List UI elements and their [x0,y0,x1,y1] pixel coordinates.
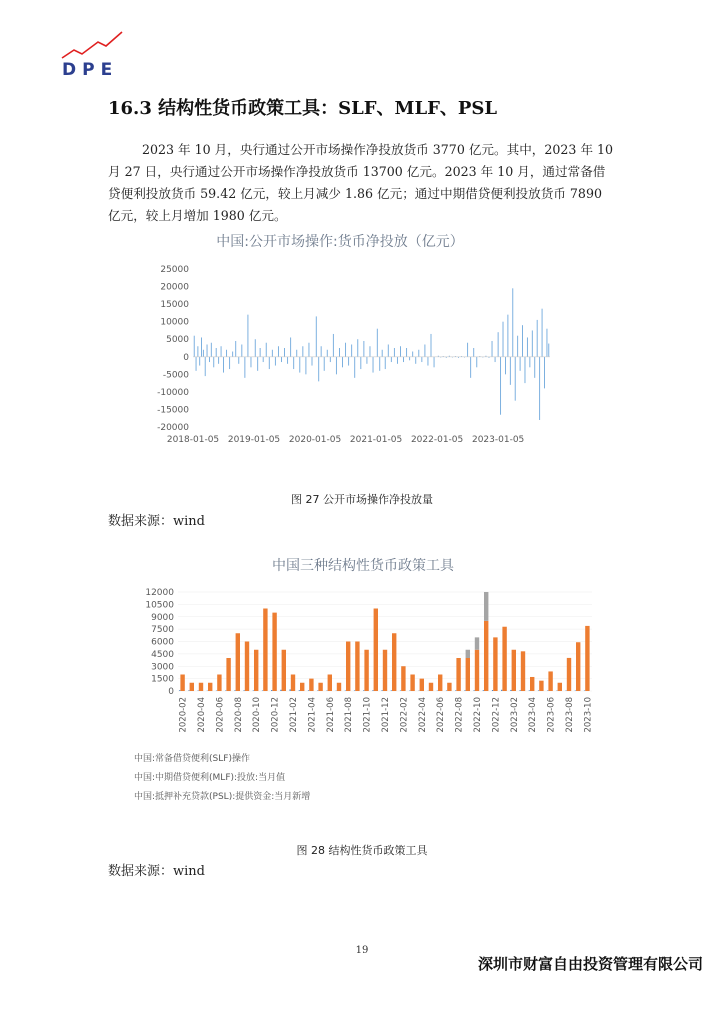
net-injection-bar [400,346,401,357]
slf-bar [520,690,521,691]
mlf-bar [236,633,240,691]
mlf-bar [576,642,580,691]
x-tick-label: 2022-08 [454,697,465,733]
slf-bar [308,690,309,691]
x-tick-label: 2021-08 [344,697,355,733]
logo-swoosh [62,32,122,58]
net-injection-bar [510,357,511,385]
net-injection-bar [339,348,340,357]
mlf-bar [374,609,378,692]
y-tick-label: -5000 [162,370,189,381]
net-injection-bar [201,337,202,356]
mlf-bar [190,683,194,691]
mlf-bar [226,658,230,691]
mlf-bar [291,675,295,692]
net-injection-bar [354,357,355,378]
net-injection-bar [520,357,521,371]
net-injection-bar [412,352,413,357]
net-injection-bar [424,344,425,356]
y-tick-label: -20000 [157,423,189,433]
mlf-bar [392,633,396,691]
slf-bar [529,690,530,691]
slf-bar [188,690,189,691]
mlf-bar [475,650,479,691]
net-injection-bar [377,329,378,357]
net-injection-bar [269,357,270,369]
net-injection-bar [290,337,291,356]
company-name: 深圳市财富自由投资管理有限公司 [478,955,704,973]
bars [194,288,549,420]
net-injection-bar [542,309,543,357]
y-tick-label: 9000 [151,612,174,623]
mlf-bar [300,683,304,691]
x-tick-label: 2021-10 [362,697,373,733]
mlf-bar [521,651,525,691]
net-injection-bar [241,344,242,356]
psl-bar [475,637,479,649]
net-injection-bar [281,357,282,362]
net-injection-bar [548,344,549,357]
slf-bar [244,690,245,691]
slf-bar [538,690,539,691]
net-injection-bar [275,357,276,366]
net-injection-bar [544,357,545,389]
net-injection-bar [394,348,395,357]
x-tick-label: 2019-01-05 [227,435,281,445]
net-injection-bar [503,322,504,357]
net-injection-bar [379,357,380,371]
x-tick-label: 2022-06 [436,697,447,733]
x-tick-label: 2021-02 [289,697,299,733]
net-injection-bar [409,357,410,361]
legend-label: 中国:中期借贷便利(MLF):投放:当月值 [134,773,286,783]
net-injection-bar [527,337,528,356]
net-injection-bar [263,357,264,362]
net-injection-bar [385,357,386,369]
y-tick-label: 7500 [151,625,174,636]
net-injection-bar [470,357,471,378]
x-tick-label: 2020-10 [252,697,263,733]
x-tick-label: 2021-01-05 [349,435,403,445]
net-injection-bar [255,339,256,357]
net-injection-bar [537,320,538,357]
net-injection-bar [257,357,258,371]
x-tick-label: 2020-08 [233,697,244,733]
net-injection-bar [515,357,516,401]
mlf-bar [355,642,359,692]
net-injection-bar [505,357,506,375]
y-axis [157,265,189,433]
net-injection-bar [522,325,523,357]
slf-bar [372,690,373,691]
figure-28-caption: 图 28 结构性货币政策工具 [296,844,428,857]
net-injection-bar [397,357,398,364]
mlf-bar [180,675,184,692]
y-tick-label: 0 [183,352,189,363]
logo-text: DPE [62,60,119,80]
x-tick-label: 2020-02 [178,697,189,733]
mlf-bar [282,650,286,691]
mlf-bar [245,642,249,692]
net-injection-bar [293,357,294,369]
net-injection-bar [517,336,518,357]
mlf-bar [401,666,405,691]
net-injection-bar [525,357,526,383]
mlf-bar [567,658,571,691]
net-injection-bar [302,346,303,357]
y-tick-label: -10000 [157,387,189,398]
chart-title: 中国:公开市场操作:货币净投放（亿元） [216,234,464,250]
net-injection-bar [539,357,540,420]
x-tick-label: 2022-12 [491,697,502,733]
chart-title: 中国三种结构性货币政策工具 [272,558,454,574]
x-tick-label: 2018-01-05 [166,435,220,445]
mlf-bar [254,650,258,691]
y-tick-label: 6000 [151,637,174,648]
net-injection-bar [324,357,325,371]
net-injection-bar [244,357,245,378]
mlf-bar [410,675,414,692]
net-injection-bar [415,357,416,364]
x-tick-label: 2023-06 [546,697,557,733]
net-injection-bar [357,339,358,357]
x-tick-label: 2023-01-05 [471,435,525,445]
net-injection-bar [534,357,535,378]
slf-bar [354,690,355,691]
net-injection-bar [235,341,236,357]
y-tick-label: 4500 [151,649,174,660]
mlf-bar [558,683,562,691]
net-injection-bar [199,357,200,366]
mlf-bar [272,613,276,691]
mlf-bar [309,679,313,691]
net-injection-bar [194,336,195,357]
slf-bar [474,690,475,691]
mlf-bar [548,671,552,691]
net-injection-bar [336,357,337,375]
net-injection-bar [495,357,496,362]
net-injection-bar [351,344,352,356]
net-injection-bar [382,350,383,357]
y-tick-label: 10000 [160,317,189,328]
mlf-bar [539,681,543,691]
net-injection-bar [251,357,252,368]
slf-bar [455,690,456,691]
mlf-bar [199,683,203,691]
x-tick-label: 2023-10 [583,697,594,733]
slf-bar [492,690,493,691]
net-injection-bar [434,357,435,368]
body-paragraph: 2023 年 10 月，央行通过公开市场操作净投放货币 3770 亿元。其中，2023 年 10 月 27 日，央行通过公开市场操作净投放货币 13700 亿元。2023 年 10 月，通过常备借贷便利投放货币 59.42 亿元，较上月减少 1.86 亿元；通过中期借贷便利投放货币 7890 亿元，较上月增加 1980 亿元。 [108,142,614,223]
x-tick-label: 2022-04 [417,697,428,733]
y-axis [145,588,174,697]
x-tick-label: 2020-01-05 [288,435,342,445]
net-injection-bar [318,357,319,382]
y-tick-label: 3000 [151,662,174,673]
slf-bar [464,690,465,691]
y-tick-label: 15000 [160,300,189,311]
x-tick-label: 2021-06 [325,697,336,733]
legend-label: 中国:抵押补充贷款(PSL):提供资金:当月新增 [134,792,311,802]
y-tick-label: 25000 [160,265,189,275]
net-injection-bar [370,346,371,357]
mlf-bar [337,683,341,691]
slf-bar [510,690,511,691]
slf-bar [299,690,300,691]
mlf-bar [456,658,460,691]
figure-28-source: 数据来源：wind [108,864,205,879]
x-axis [179,697,594,733]
page-number: 19 [355,945,369,956]
x-tick-label: 2023-04 [528,697,539,733]
y-tick-label: 10500 [145,600,174,611]
mlf-bar [346,642,350,692]
slf-bar [280,690,281,691]
net-injection-bar [406,348,407,357]
net-injection-bar [238,357,239,364]
slf-bar [290,689,291,691]
net-injection-bar [333,334,334,357]
slf-bar [253,690,254,691]
slf-bar [391,690,392,691]
net-injection-bar [221,346,222,357]
slf-bar [382,690,383,691]
net-injection-bar [473,348,474,357]
net-injection-bar [529,357,530,368]
mlf-bar [383,650,387,691]
mlf-bar [318,683,322,691]
net-injection-bar [427,357,428,366]
net-injection-bar [213,357,214,368]
mlf-bar [328,675,332,692]
net-injection-bar [226,350,227,357]
net-injection-bar [327,350,328,357]
section-title: 16.3 结构性货币政策工具：SLF、MLF、PSL [108,98,498,119]
net-injection-bar [330,357,331,362]
net-injection-bar [348,357,349,366]
net-injection-bar [532,330,533,356]
mlf-bar [420,679,424,691]
net-injection-bar [342,357,343,368]
net-injection-bar [546,329,547,357]
psl-bar [484,592,488,621]
x-tick-label: 2022-10 [473,697,483,733]
mlf-bar [585,626,589,691]
net-injection-bar [388,344,389,356]
x-tick-label: 2022-01-05 [410,435,464,445]
net-injection-bar [232,352,233,357]
net-injection-bar [287,357,288,364]
net-injection-bar [512,288,513,356]
slf-bar [234,690,235,691]
mlf-bar [502,627,506,691]
net-injection-bar [272,350,273,357]
mlf-bar [493,637,497,691]
net-injection-bar [196,357,197,371]
x-tick-label: 2023-02 [509,697,520,733]
x-tick-label: 2020-04 [197,697,207,733]
net-injection-bar [260,348,261,357]
net-injection-bar [229,357,230,369]
net-injection-bar [373,357,374,373]
x-tick-label: 2021-04 [307,697,318,733]
y-tick-label: 0 [168,687,174,697]
net-injection-bar [247,315,248,357]
mlf-bar [466,658,470,691]
y-tick-label: 1500 [151,674,174,685]
net-injection-bar [498,332,499,357]
net-injection-chart [108,226,608,456]
x-axis [167,435,524,445]
net-injection-bar [278,346,279,357]
net-injection-bar [211,343,212,357]
net-injection-bar [467,343,468,357]
net-injection-bar [207,344,208,356]
net-injection-bar [345,343,346,357]
net-injection-bar [321,346,322,357]
x-tick-label: 2020-12 [270,697,281,733]
mlf-bar [512,650,516,691]
net-injection-bar [218,357,219,364]
net-injection-bar [209,357,210,362]
x-tick-label: 2020-06 [215,697,226,733]
figure-27-caption: 图 27 公开市场操作净投放量 [291,493,433,506]
mlf-bar [429,683,433,691]
net-injection-bar [205,357,206,376]
net-injection-bar [266,343,267,357]
mlf-bar [217,675,221,692]
y-tick-label: 20000 [160,282,189,293]
y-tick-label: 12000 [145,588,174,598]
psl-bar [466,650,470,658]
net-injection-bar [216,348,217,357]
legend [130,752,310,802]
net-injection-bar [223,357,224,373]
net-injection-bar [316,316,317,356]
net-injection-bar [421,357,422,362]
net-injection-bar [308,343,309,357]
mlf-bar [438,675,442,692]
net-injection-bar [305,357,306,375]
structural-tools-chart [130,550,610,810]
net-injection-bar [431,334,432,357]
net-injection-bar [492,341,493,357]
y-tick-label: -15000 [157,405,189,416]
mlf-bar [364,650,368,691]
figure-27-source: 数据来源：wind [108,514,205,529]
mlf-bar [447,683,451,691]
slf-bar [363,690,364,691]
slf-bar [179,690,180,691]
net-injection-bar [391,357,392,362]
net-injection-bar [363,341,364,357]
net-injection-bar [507,315,508,357]
net-injection-bar [418,350,419,357]
x-tick-label: 2022-02 [399,697,410,733]
net-injection-bar [284,348,285,357]
x-tick-label: 2021-12 [381,697,391,733]
net-injection-bar [299,357,300,373]
slf-bar [575,690,576,691]
slf-bar [501,690,502,691]
x-tick-label: 2023-08 [565,697,575,733]
net-injection-bar [476,357,477,368]
net-injection-bar [296,350,297,357]
net-injection-bar [500,357,501,415]
net-injection-bar [403,357,404,362]
legend-label: 中国:常备借贷便利(SLF)操作 [134,754,250,764]
net-injection-bar [312,357,313,366]
mlf-bar [263,609,267,692]
slf-bar [271,690,272,691]
net-injection-bar [197,346,198,357]
mlf-bar [484,621,488,691]
mlf-bar [208,683,212,691]
net-injection-bar [360,357,361,369]
slf-bar [483,690,484,691]
mlf-bar [530,677,534,691]
net-injection-bar [203,350,204,357]
y-tick-label: 5000 [166,335,189,346]
net-injection-bar [366,357,367,364]
